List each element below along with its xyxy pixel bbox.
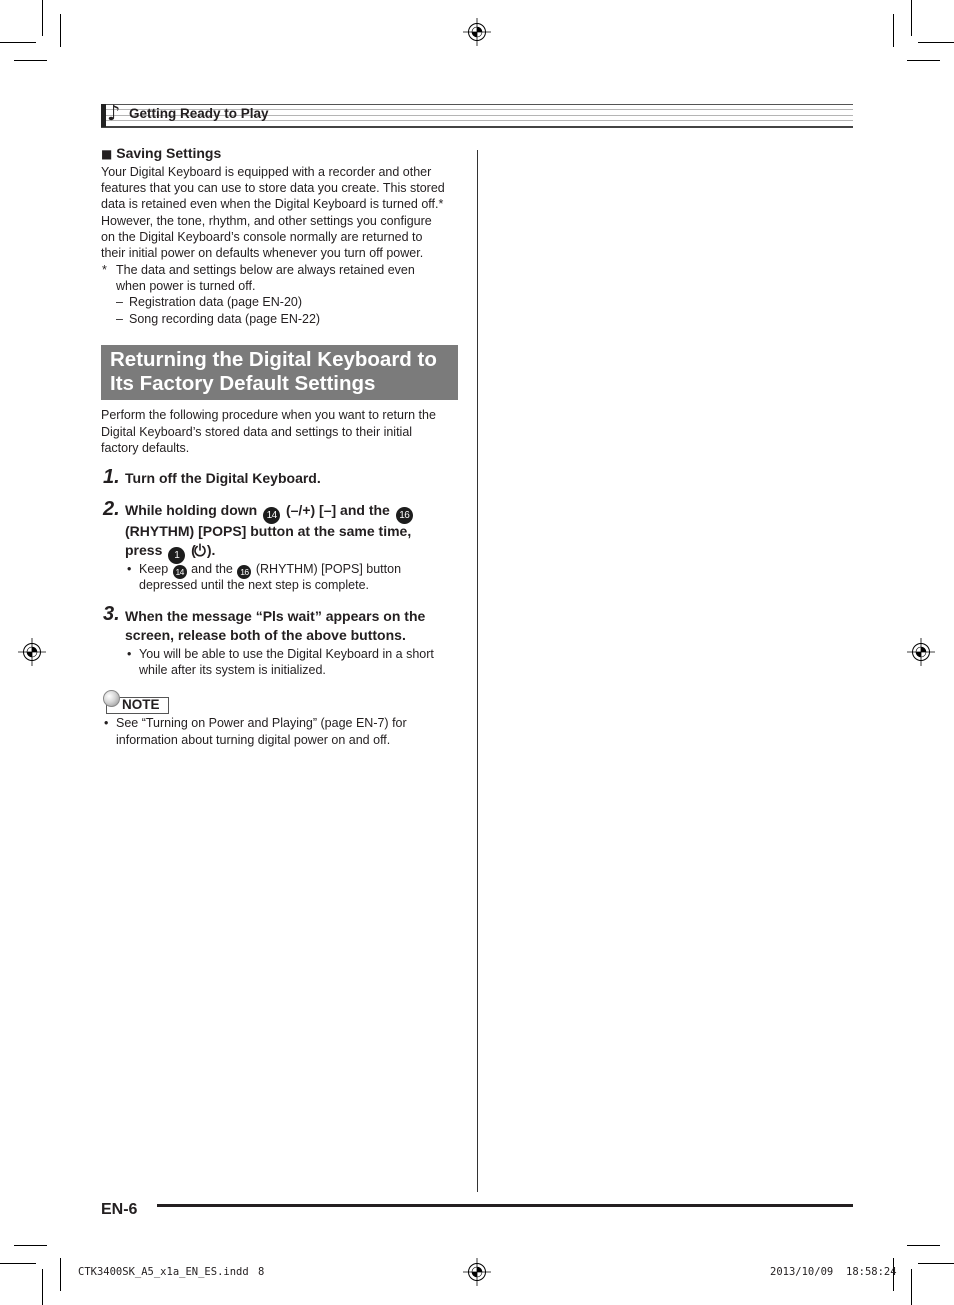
step-text-line bbox=[125, 500, 415, 520]
bullet-line: depressed until the next step is complete. bbox=[139, 578, 369, 592]
dash-item: Song recording data (page EN-22) bbox=[129, 312, 321, 326]
intro-line: Digital Keyboard’s stored data and settings to their initial bbox=[101, 425, 413, 439]
bullet-marker: • bbox=[127, 562, 132, 576]
intro-line: factory defaults. bbox=[101, 441, 190, 455]
note-badge bbox=[103, 690, 169, 714]
paragraph-line: features that you can use to store data you create. This stored bbox=[101, 181, 445, 195]
step-text-segment: While holding down bbox=[125, 502, 258, 518]
paragraph-line: Your Digital Keyboard is equipped with a recorder and other bbox=[101, 165, 432, 179]
crop-mark-bottom-left-v2 bbox=[60, 1258, 61, 1291]
registration-mark-top bbox=[462, 17, 492, 47]
crop-mark-bottom-right-h1 bbox=[918, 1263, 954, 1264]
bullet-line: You will be able to use the Digital Keyboard in a short bbox=[139, 647, 434, 661]
crop-mark-top-left-h1 bbox=[0, 42, 36, 43]
button-number-badge: 16 bbox=[237, 565, 251, 579]
bullet-text-segment: Keep bbox=[139, 562, 169, 576]
crop-mark-bottom-left-h2 bbox=[14, 1245, 47, 1246]
step-text-segment: ( bbox=[191, 542, 196, 558]
intro-line: Perform the following procedure when you want to return the bbox=[101, 408, 436, 422]
section-title: Getting Ready to Play bbox=[129, 106, 269, 121]
step-text-segment: ). bbox=[206, 542, 216, 558]
slug-filename: CTK3400SK_A5_x1a_EN_ES.indd bbox=[78, 1266, 249, 1278]
crop-mark-bottom-left-v1 bbox=[42, 1269, 43, 1305]
bullet-line: while after its system is initialized. bbox=[139, 663, 326, 677]
square-bullet-icon: ■ bbox=[101, 147, 113, 161]
footnote-line: when power is turned off. bbox=[116, 279, 256, 293]
section-heading-box bbox=[101, 345, 458, 400]
dash-marker: – bbox=[116, 295, 123, 309]
bullet-marker: • bbox=[127, 647, 132, 661]
bullet-text-segment: and the bbox=[191, 562, 233, 576]
step-text-line bbox=[125, 540, 215, 560]
crop-mark-top-right-v2 bbox=[893, 14, 894, 47]
bullet-text-segment: (RHYTHM) [POPS] button bbox=[255, 562, 402, 576]
button-number-badge: 16 bbox=[396, 507, 413, 524]
note-label: NOTE bbox=[122, 697, 160, 712]
crop-mark-top-left-h2 bbox=[14, 60, 47, 61]
step-number: 1. bbox=[103, 466, 120, 488]
step-number: 2. bbox=[103, 498, 120, 520]
dash-item: Registration data (page EN-20) bbox=[129, 295, 303, 309]
dash-marker: – bbox=[116, 312, 123, 326]
step-number: 3. bbox=[103, 603, 120, 625]
header-staff-line bbox=[101, 126, 853, 128]
header-left-bar bbox=[101, 104, 106, 127]
button-number-badge: 1 bbox=[168, 547, 185, 564]
paragraph-line: data is retained even when the Digital Keyboard is turned off.* bbox=[101, 197, 444, 211]
step-text-line: (RHYTHM) [POPS] button at the same time, bbox=[125, 523, 412, 539]
button-number-badge: 14 bbox=[173, 565, 187, 579]
bullet-line bbox=[139, 561, 401, 577]
crop-mark-bottom-right-h2 bbox=[907, 1245, 940, 1246]
power-icon bbox=[193, 543, 207, 557]
step-text-segment: (–/+) [–] and the bbox=[285, 502, 390, 518]
footer-rule bbox=[157, 1204, 853, 1207]
crop-mark-top-right-v1 bbox=[911, 0, 912, 36]
registration-mark-bottom bbox=[462, 1257, 492, 1287]
step-text: Turn off the Digital Keyboard. bbox=[125, 470, 321, 486]
registration-mark-left bbox=[17, 637, 47, 667]
crop-mark-bottom-right-v1 bbox=[911, 1269, 912, 1305]
column-divider bbox=[477, 150, 478, 1192]
crop-mark-top-left-v1 bbox=[42, 0, 43, 36]
crop-mark-bottom-left-h1 bbox=[0, 1263, 36, 1264]
step-text-line: When the message “Pls wait” appears on the bbox=[125, 608, 426, 624]
crop-mark-top-right-h2 bbox=[907, 60, 940, 61]
page-number: EN-6 bbox=[101, 1201, 138, 1218]
note-line: information about turning digital power on and off. bbox=[116, 733, 391, 747]
footnote-line: The data and settings below are always retained even bbox=[116, 263, 415, 277]
step-text-line: screen, release both of the above buttons. bbox=[125, 627, 406, 643]
subheading-text: Saving Settings bbox=[116, 145, 222, 161]
crop-mark-top-left-v2 bbox=[60, 14, 61, 47]
footnote-marker: * bbox=[102, 263, 107, 277]
note-bulb-icon bbox=[103, 690, 120, 707]
paragraph-line: their initial power on defaults whenever you turn off power. bbox=[101, 246, 424, 260]
note-line: See “Turning on Power and Playing” (page EN-7) for bbox=[116, 716, 407, 730]
subheading bbox=[101, 144, 221, 163]
button-number-badge: 14 bbox=[263, 507, 280, 524]
paragraph-line: However, the tone, rhythm, and other settings you configure bbox=[101, 214, 432, 228]
slug-time: 18:58:24 bbox=[846, 1266, 897, 1278]
crop-mark-top-right-h1 bbox=[918, 42, 954, 43]
section-heading-line: Returning the Digital Keyboard to bbox=[110, 348, 437, 371]
section-heading-line: Its Factory Default Settings bbox=[110, 372, 376, 395]
slug-date: 2013/10/09 bbox=[770, 1266, 834, 1278]
slug-page: 8 bbox=[258, 1266, 265, 1278]
step-text-segment: press bbox=[125, 542, 163, 558]
registration-mark-right bbox=[906, 637, 936, 667]
music-note-icon: ♪ bbox=[107, 101, 121, 125]
bullet-marker: • bbox=[104, 716, 109, 730]
paragraph-line: on the Digital Keyboard’s console normally are returned to bbox=[101, 230, 423, 244]
